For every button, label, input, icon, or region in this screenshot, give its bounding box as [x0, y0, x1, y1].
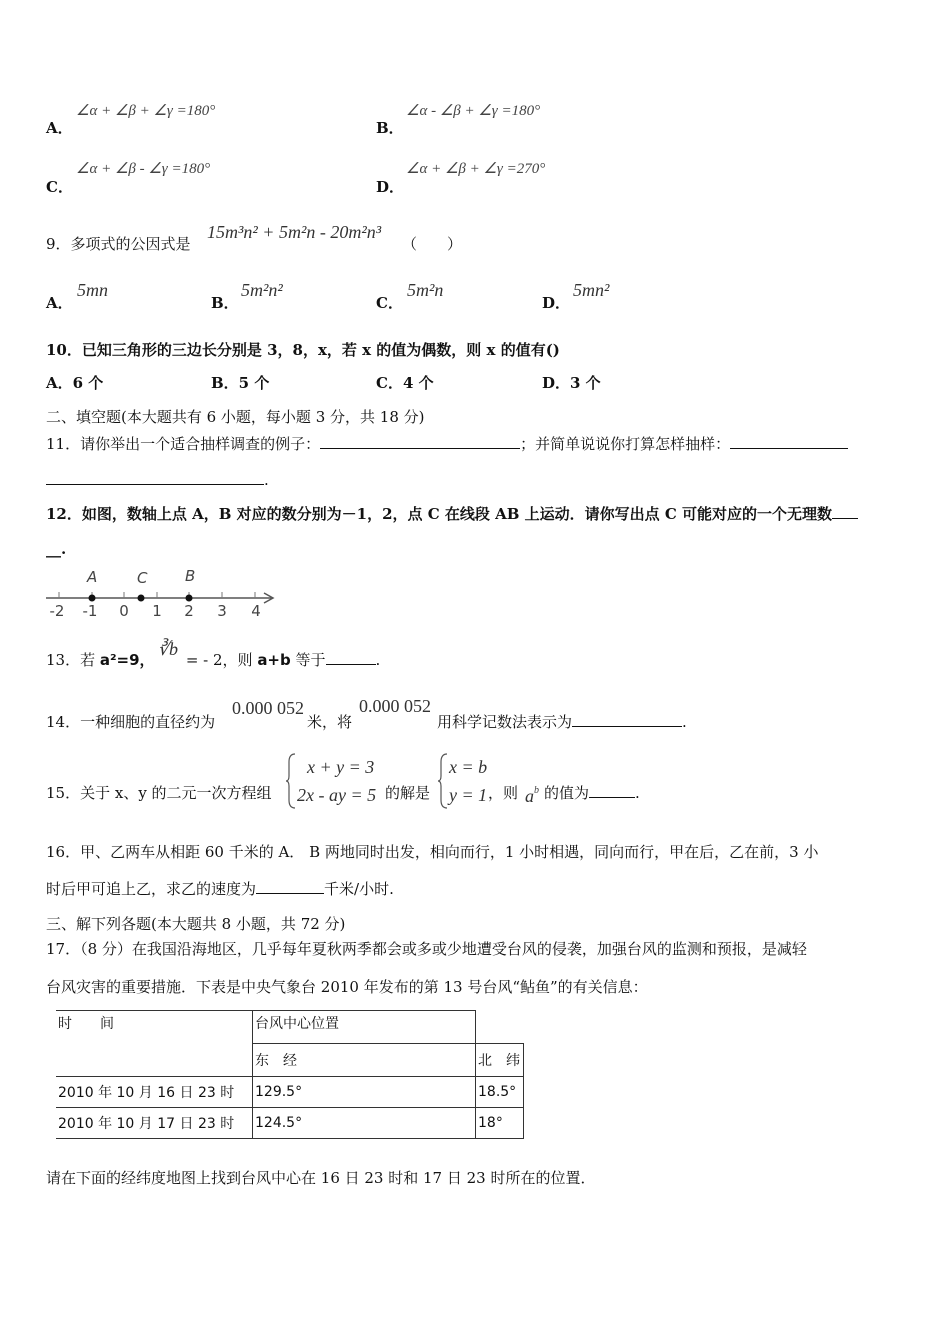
- q13-cube-root: ∛b: [157, 639, 179, 659]
- table-cell-latitude: 18°: [476, 1108, 524, 1139]
- q14-mid2: 用科学记数法表示为: [437, 713, 573, 731]
- tick-label-1: 1: [152, 602, 162, 620]
- point-c-dot: [138, 595, 145, 602]
- q15-sol2: y = 1: [449, 785, 488, 805]
- tick-label-2: 2: [184, 602, 194, 620]
- tick-label-neg1: -1: [82, 602, 98, 620]
- q15-power: [525, 786, 539, 807]
- table-header-time: 时 间: [56, 1011, 253, 1077]
- q12-line2: __.: [46, 540, 67, 558]
- point-b-dot: [186, 595, 193, 602]
- q15-stem: 15．关于 x、y 的二元一次方程组: [46, 784, 272, 802]
- q13-line: [46, 639, 381, 670]
- q9-expression: 15m³n² + 5m²n - 20m²n³: [207, 222, 382, 242]
- q12-blank[interactable]: [832, 504, 858, 519]
- q15-then: ，则: [488, 784, 519, 802]
- q12-stem: [46, 503, 858, 524]
- tick-label-3: 3: [217, 602, 227, 620]
- q15-mid: 的解是: [385, 784, 431, 802]
- q9-stem: 9．多项式的公因式是: [46, 235, 191, 253]
- q14-number-1: 0.000 052: [232, 698, 304, 718]
- q9-option-b-math: 5m²n²: [241, 280, 283, 300]
- q15-tail: [544, 782, 640, 803]
- q10-option-b: B．5 个: [211, 374, 270, 392]
- q17-line2: 台风灾害的重要措施．下表是中央气象台 2010 年发布的第 13 号台风“鲇鱼”的有关信息：: [46, 978, 648, 996]
- q9-option-b-label: B．: [211, 294, 239, 312]
- q14-tail: [437, 711, 687, 732]
- q13-ask: a+b: [257, 651, 291, 669]
- table-cell-longitude: 124.5°: [253, 1108, 476, 1139]
- q10-stem: 10．已知三角形的三边长分别是 3，8，x，若 x 的值为偶数，则 x 的值有(): [46, 341, 560, 359]
- q8-option-c-label: C．: [46, 178, 73, 196]
- table-header-latitude: 北 纬: [476, 1044, 524, 1077]
- q8-option-a-label: A．: [46, 119, 73, 137]
- q8-option-b-label: B．: [376, 119, 404, 137]
- q15-blank[interactable]: [589, 783, 635, 798]
- q14-blank[interactable]: [572, 712, 682, 727]
- q16-line1: 16．甲、乙两车从相距 60 千米的 A． B 两地同时出发，相向而行，1 小时相遇，同向而行，甲在后，乙在前，3 小: [46, 843, 819, 861]
- q13-end: .: [375, 651, 381, 669]
- q8-option-b-math: ∠α - ∠β + ∠γ =180°: [406, 103, 541, 119]
- q14-end: .: [682, 713, 687, 731]
- q15-eq2: 2x - ay = 5: [297, 785, 377, 805]
- q15-system-brace: [286, 752, 296, 810]
- table-header-longitude: 东 经: [253, 1044, 476, 1077]
- q10-option-a: A．6 个: [46, 374, 104, 392]
- q15-sol1: x = b: [449, 757, 488, 777]
- table-row: [56, 1077, 524, 1108]
- table-header-center: 台风中心位置: [253, 1011, 476, 1044]
- q13-blank[interactable]: [326, 650, 376, 665]
- point-c-label: C: [137, 569, 148, 587]
- q8-option-a-math: ∠α + ∠β + ∠γ =180°: [76, 103, 216, 119]
- table-cell-time: 2010 年 10 月 17 日 23 时: [56, 1108, 253, 1139]
- q9-option-a-label: A．: [46, 294, 73, 312]
- q14-stem: 14．一种细胞的直径约为: [46, 713, 216, 731]
- q14-number-2: 0.000 052: [359, 696, 431, 716]
- q10-option-d: D．3 个: [542, 374, 601, 392]
- q15-solution-brace: [438, 752, 448, 810]
- number-line-ticks: [59, 592, 255, 598]
- q11-blank-method-a[interactable]: [730, 434, 848, 449]
- q8-option-d-label: D．: [376, 178, 405, 196]
- q9-option-d-math: 5mn²: [573, 280, 610, 300]
- q13-post: 等于: [290, 651, 326, 669]
- point-b-label: B: [185, 567, 196, 585]
- typhoon-info-table: [56, 1010, 524, 1139]
- q13-condition: a²=9，: [99, 651, 155, 669]
- q11-end: .: [264, 471, 269, 489]
- q16-line2: [46, 878, 394, 899]
- q15-power-exp: b: [534, 785, 539, 796]
- tick-label-4: 4: [251, 602, 261, 620]
- point-a-dot: [89, 595, 96, 602]
- q10-option-c: C．4 个: [376, 374, 434, 392]
- section2-title: 二、填空题(本大题共有 6 小题，每小题 3 分，共 18 分): [46, 408, 425, 426]
- table-cell-time: 2010 年 10 月 16 日 23 时: [56, 1077, 253, 1108]
- q12-stem-text: 12．如图，数轴上点 A，B 对应的数分别为－1，2，点 C 在线段 AB 上运动．请你写出点 C 可能对应的一个无理数: [46, 505, 833, 523]
- q15-eq1: x + y = 3: [307, 757, 375, 777]
- q8-option-d-math: ∠α + ∠β + ∠γ =270°: [406, 161, 546, 177]
- table-row: [56, 1108, 524, 1139]
- q14-mid1: 米，将: [307, 713, 353, 731]
- q11-line1: [46, 433, 848, 454]
- q16-line2-post: 千米/小时.: [324, 880, 394, 898]
- q15-post: 的值为: [544, 784, 590, 802]
- q9-option-d-label: D．: [542, 294, 571, 312]
- tick-label-neg2: -2: [49, 602, 65, 620]
- number-line-figure: [40, 562, 280, 624]
- q16-line2-pre: 时后甲可追上乙，求乙的速度为: [46, 880, 257, 898]
- q16-blank[interactable]: [256, 879, 324, 894]
- table-cell-latitude: 18.5°: [476, 1077, 524, 1108]
- q8-option-c-math: ∠α + ∠β - ∠γ =180°: [76, 161, 211, 177]
- q13-pre: 13．若: [46, 651, 100, 669]
- q11-blank-example[interactable]: [320, 434, 520, 449]
- table-header-empty: [476, 1011, 524, 1044]
- q11-blank-method-b[interactable]: [46, 470, 264, 485]
- q9-option-c-math: 5m²n: [407, 280, 444, 300]
- point-a-label: A: [87, 568, 98, 586]
- q9-answer-paren: （ ）: [402, 235, 463, 253]
- table-cell-longitude: 129.5°: [253, 1077, 476, 1108]
- q9-option-a-math: 5mn: [77, 280, 108, 300]
- q15-end: .: [635, 784, 640, 802]
- q15-power-base: a: [525, 786, 534, 806]
- q13-mid: = - 2，则: [181, 651, 258, 669]
- q11-part1: 11．请你举出一个适合抽样调查的例子：: [46, 435, 321, 453]
- q17-line1: 17．（8 分）在我国沿海地区，几乎每年夏秋两季都会或多或少地遭受台风的侵袭，加强台风的监测和预报，是减轻: [46, 940, 807, 958]
- q11-part2: ；并简单说说你打算怎样抽样：: [520, 435, 731, 453]
- q9-option-c-label: C．: [376, 294, 403, 312]
- section3-title: 三、解下列各题(本大题共 8 小题，共 72 分): [46, 915, 346, 933]
- q11-line2: [46, 470, 269, 489]
- tick-label-0: 0: [119, 602, 129, 620]
- q17-instruction: 请在下面的经纬度地图上找到台风中心在 16 日 23 时和 17 日 23 时所在的位置．: [46, 1169, 596, 1187]
